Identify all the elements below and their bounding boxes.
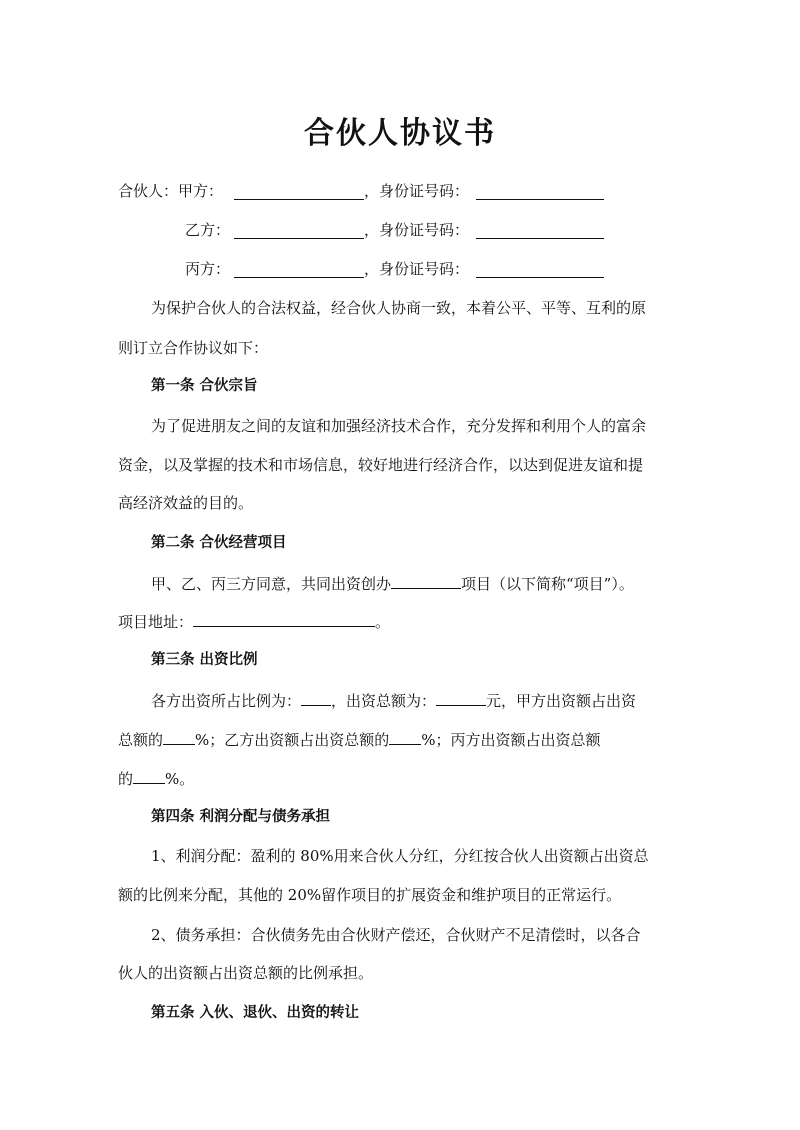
article-2-text-a: 甲、乙、丙三方同意，共同出资创办	[151, 575, 392, 593]
document-title: 合伙人协议书	[304, 116, 496, 151]
article-4-p1-line-1: 1、利润分配：盈利的 80%用来合伙人分红，分红按合伙人出资额占出资总	[151, 847, 649, 865]
party-b-name-blank	[234, 223, 364, 239]
article-3-line-3	[118, 768, 194, 789]
article-2-period: 。	[375, 613, 391, 631]
article-1-line-3: 高经济效益的目的。	[118, 494, 254, 512]
article-3-text-e: %；乙方出资额占出资总额的	[195, 731, 390, 749]
project-address-blank	[193, 611, 375, 627]
party-c-name-blank	[234, 262, 364, 278]
party-a-id-blank	[476, 184, 604, 200]
article-4-p2-line-1: 2、债务承担：合伙债务先由合伙财产偿还，合伙财产不足清偿时，以各合	[151, 926, 641, 944]
article-3-text-g: 的	[118, 770, 134, 788]
article-4-p2-line-2: 伙人的出资额占出资总额的比例承担。	[118, 964, 374, 982]
project-name-blank	[391, 573, 461, 589]
article-3-text-d: 总额的	[118, 731, 164, 749]
ratio-blank	[301, 690, 331, 706]
article-3-text-f: %；丙方出资额占出资总额	[421, 731, 601, 749]
parties-prefix: 合伙人：	[118, 182, 179, 200]
party-b-id-blank	[476, 223, 604, 239]
party-b-id-label: ，身份证号码：	[364, 221, 470, 239]
party-label-a: 甲方：	[178, 182, 224, 200]
party-c-percent-blank	[133, 768, 165, 784]
party-a-name-blank	[234, 184, 364, 200]
party-c-id-label: ，身份证号码：	[364, 260, 470, 278]
article-4-heading: 第四条 利润分配与债务承担	[151, 809, 331, 825]
article-3-text-a: 各方出资所占比例为：	[151, 692, 302, 710]
party-b-percent-blank	[389, 729, 421, 745]
article-1-heading: 第一条 合伙宗旨	[151, 378, 258, 394]
article-2-line-1	[151, 573, 634, 594]
party-a-percent-blank	[163, 729, 195, 745]
article-3-line-1	[151, 690, 636, 711]
article-5-heading: 第五条 入伙、退伙、出资的转让	[151, 1005, 360, 1021]
article-2-text-b: 项目（以下简称“项目”）。	[461, 575, 634, 593]
party-label-c: 丙方：	[185, 260, 231, 278]
party-row-a	[118, 181, 223, 201]
party-c-id-blank	[476, 262, 604, 278]
intro-line-2: 则订立合作协议如下：	[118, 339, 269, 357]
article-3-heading: 第三条 出资比例	[151, 652, 258, 668]
article-3-text-b: ，出资总额为：	[331, 692, 437, 710]
article-2-heading: 第二条 合伙经营项目	[151, 535, 287, 551]
project-address-label: 项目地址：	[118, 613, 194, 631]
article-3-line-2	[118, 729, 601, 750]
article-4-p1-line-2: 额的比例来分配，其他的 20%留作项目的扩展资金和维护项目的正常运行。	[118, 886, 622, 904]
intro-line-1: 为保护合伙人的合法权益，经合伙人协商一致，本着公平、平等、互利的原	[151, 299, 647, 317]
total-amount-blank	[436, 690, 486, 706]
article-2-line-2	[118, 611, 390, 632]
article-1-line-2: 资金，以及掌握的技术和市场信息，较好地进行经济合作，以达到促进友谊和提	[118, 456, 644, 474]
article-3-text-c: 元，甲方出资额占出资	[486, 692, 637, 710]
article-3-text-h: %。	[165, 770, 195, 788]
party-label-b: 乙方：	[185, 221, 231, 239]
party-a-id-label: ，身份证号码：	[364, 182, 470, 200]
article-1-line-1: 为了促进朋友之间的友谊和加强经济技术合作，充分发挥和利用个人的富余	[151, 417, 647, 435]
